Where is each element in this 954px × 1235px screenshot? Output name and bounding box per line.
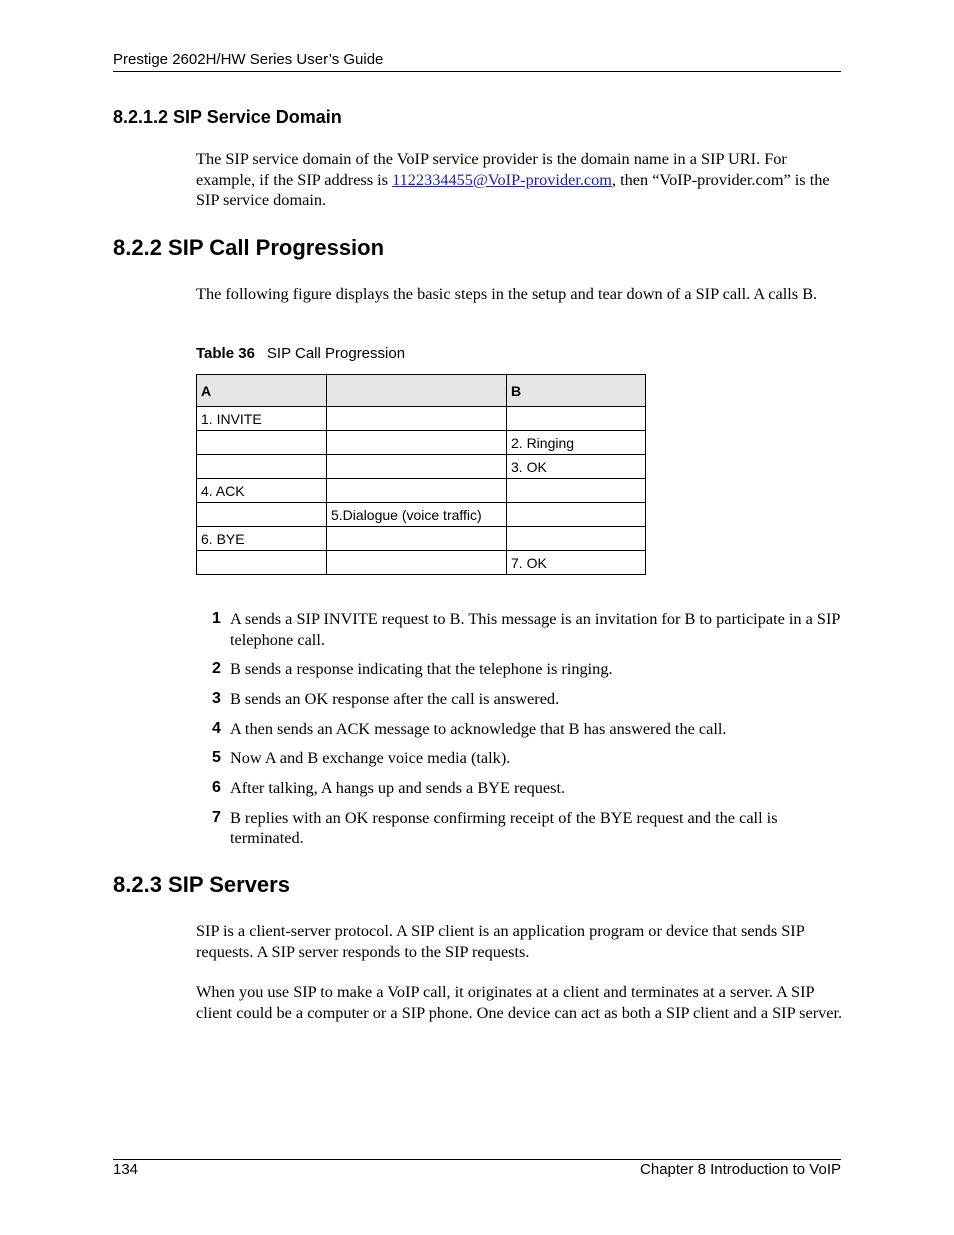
list-item	[212, 719, 844, 740]
table-caption-title: SIP Call Progression	[266, 345, 406, 362]
table-cell	[507, 407, 646, 431]
table-row	[197, 551, 646, 575]
table-cell: 7. OK	[507, 551, 646, 575]
table-cell: 5.Dialogue (voice traffic)	[327, 503, 507, 527]
paragraph-sip-service-domain	[196, 149, 844, 211]
step-number: 6	[212, 778, 221, 796]
chapter-title: Chapter 8 Introduction to VoIP	[640, 1161, 841, 1178]
call-steps-list	[212, 609, 844, 858]
table-header-cell	[327, 375, 507, 407]
step-text: A then sends an ACK message to acknowledge that B has answered the call.	[230, 718, 727, 738]
table-header-row	[197, 375, 646, 407]
step-text: B sends a response indicating that the telephone is ringing.	[230, 659, 613, 679]
sip-address-link[interactable]: 1122334455@VoIP-provider.com	[392, 169, 612, 189]
step-number: 2	[212, 660, 221, 678]
table-row	[197, 431, 646, 455]
table-cell	[507, 503, 646, 527]
list-item	[212, 748, 844, 769]
step-number: 5	[212, 749, 221, 767]
paragraph-call-progression-intro: The following figure displays the basic steps in the setup and tear down of a SIP call. A calls B.	[196, 284, 818, 303]
table-cell	[507, 527, 646, 551]
paragraph-text-after: , then “VoIP-provider.com” is the SIP service domain.	[196, 169, 830, 209]
table-cell: 3. OK	[507, 455, 646, 479]
section-heading-sip-call-progression: 8.2.2 SIP Call Progression	[113, 235, 385, 260]
list-item	[212, 808, 844, 849]
section-heading-sip-servers: 8.2.3 SIP Servers	[113, 872, 290, 897]
table-cell	[197, 503, 327, 527]
paragraph-text-before: The SIP service domain of the VoIP service provider is the domain name in a SIP URI. For example, if the SIP address is	[196, 149, 787, 189]
table-cell	[197, 431, 327, 455]
list-item	[212, 689, 844, 710]
table-cell: 4. ACK	[197, 479, 327, 503]
page-number: 134	[113, 1161, 139, 1178]
table-cell	[327, 407, 507, 431]
table-header-cell: A	[197, 375, 327, 407]
list-item	[212, 778, 844, 799]
step-number: 4	[212, 719, 221, 737]
table-row	[197, 407, 646, 431]
paragraph-sip-servers-2: When you use SIP to make a VoIP call, it originates at a client and terminates at a server. A SIP client could be a computer or a SIP phone. One device can act as both a SIP client and a SIP server.	[196, 982, 843, 1022]
table-cell	[327, 455, 507, 479]
table-cell	[197, 551, 327, 575]
step-number: 1	[212, 610, 221, 627]
step-text: B replies with an OK response confirming receipt of the BYE request and the call is terminated.	[230, 807, 778, 848]
table-cell	[507, 479, 646, 503]
header-rule	[113, 71, 841, 72]
header-title: Prestige 2602H/HW Series User’s Guide	[113, 51, 384, 68]
table-caption	[196, 345, 405, 362]
table-header-cell: B	[507, 375, 646, 407]
step-text: A sends a SIP INVITE request to B. This message is an invitation for B to participate in a SIP telephone call.	[230, 609, 840, 649]
table-cell	[197, 455, 327, 479]
table-row	[197, 479, 646, 503]
table-cell: 2. Ringing	[507, 431, 646, 455]
step-text: Now A and B exchange voice media (talk).	[230, 748, 511, 768]
table-cell: 1. INVITE	[197, 407, 327, 431]
table-row	[197, 527, 646, 551]
table-cell	[327, 479, 507, 503]
paragraph-sip-servers-1: SIP is a client-server protocol. A SIP client is an application program or device that sends SIP requests. A SIP server responds to the SIP requests.	[196, 921, 805, 961]
table-caption-number: Table 36	[196, 345, 255, 362]
step-text: B sends an OK response after the call is answered.	[230, 688, 560, 708]
footer-rule	[113, 1159, 841, 1160]
table-cell	[327, 527, 507, 551]
sip-call-progression-table	[196, 374, 646, 575]
list-item	[212, 609, 844, 650]
table-cell: 6. BYE	[197, 527, 327, 551]
table-row	[197, 455, 646, 479]
table-row	[197, 503, 646, 527]
step-text: After talking, A hangs up and sends a BYE request.	[230, 777, 566, 797]
step-number: 3	[212, 689, 221, 707]
list-item	[212, 659, 844, 680]
step-number: 7	[212, 808, 221, 826]
section-heading-sip-service-domain: 8.2.1.2 SIP Service Domain	[113, 107, 342, 127]
table-cell	[327, 431, 507, 455]
table-cell	[327, 551, 507, 575]
